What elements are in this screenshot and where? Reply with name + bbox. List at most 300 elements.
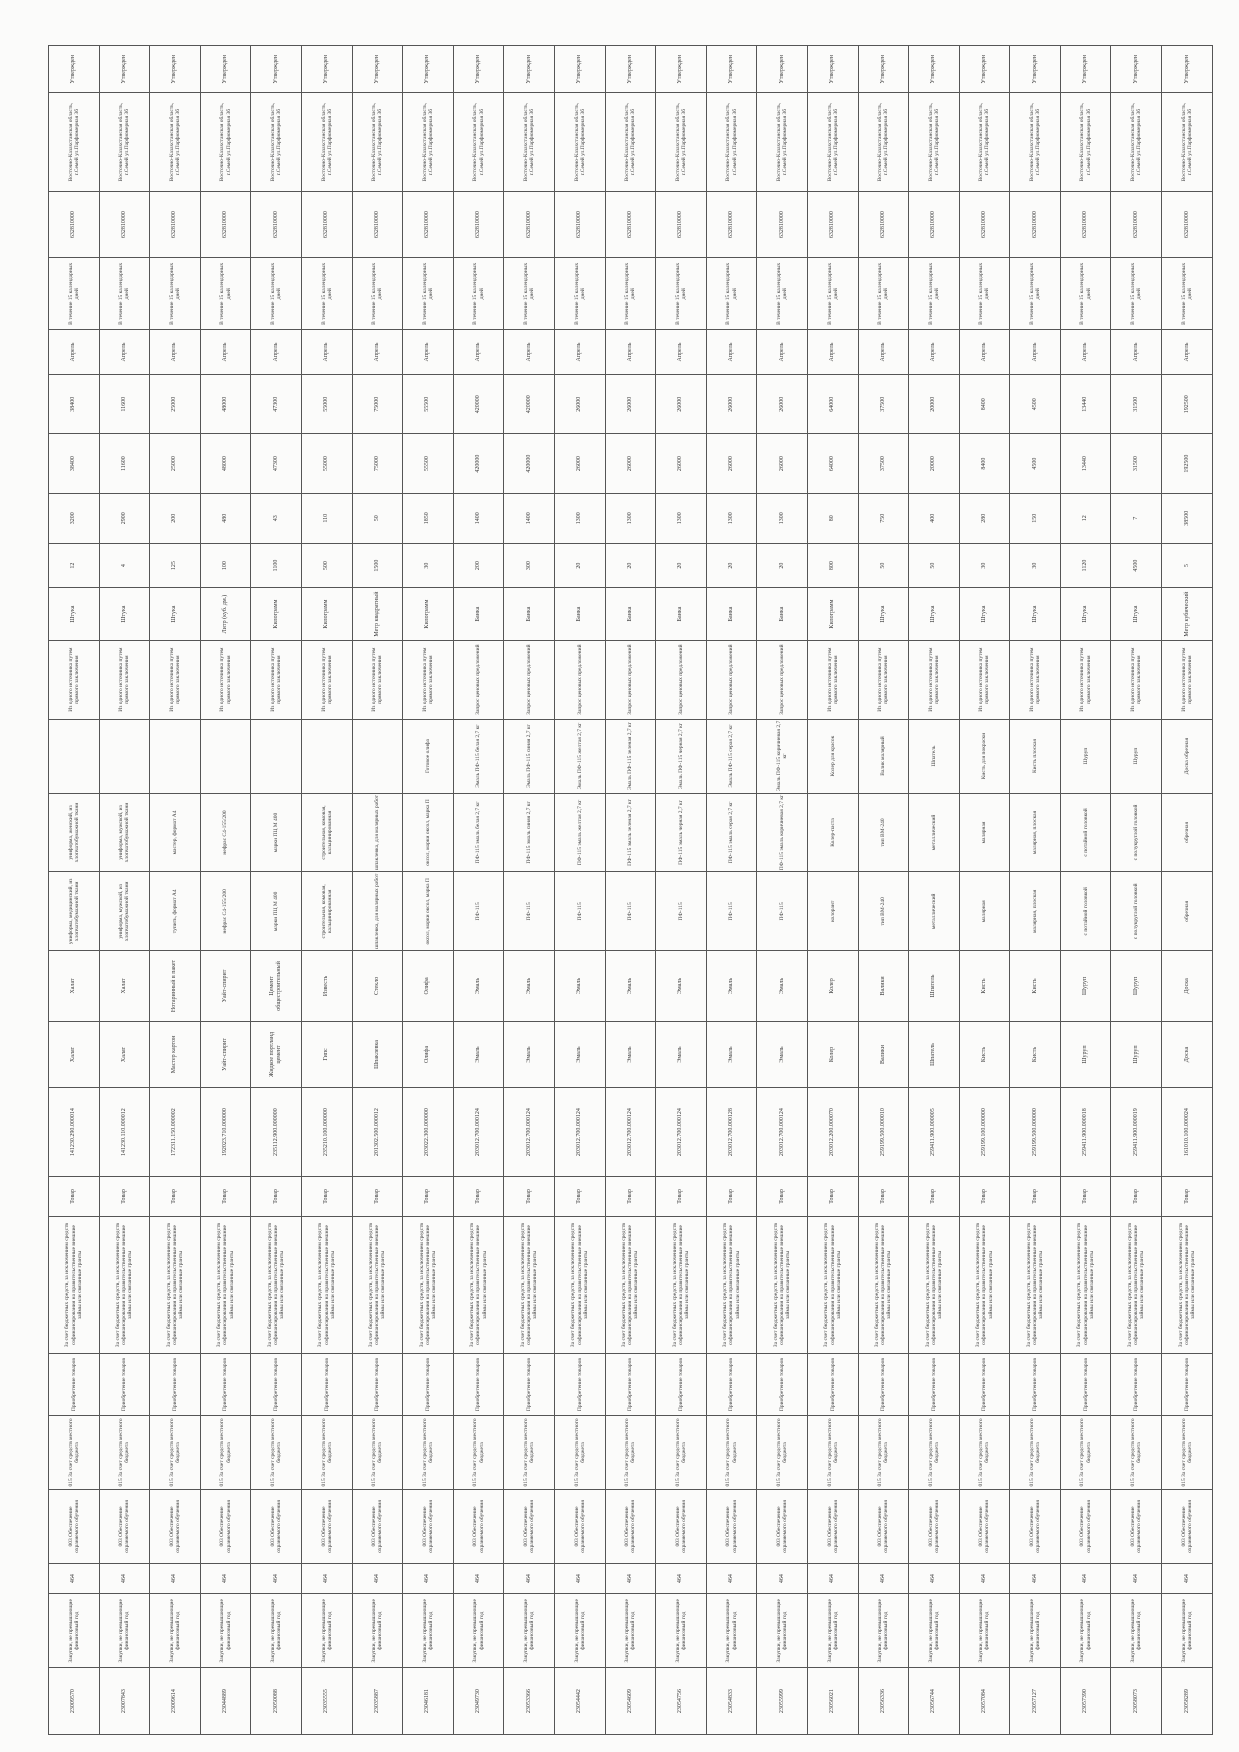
cell-subject: Товар <box>807 1176 858 1216</box>
table-row <box>200 46 251 1735</box>
cell-ktru: 259411.900.000005 <box>909 1088 960 1177</box>
cell-terms: В течение 15 календарных дней <box>706 258 757 330</box>
cell-terms: В течение 15 календарных дней <box>1162 258 1213 330</box>
cell-name_full: Цемент общестроительный <box>251 951 302 1021</box>
cell-name: Закупки, не превышающие финансовый год <box>251 1594 302 1668</box>
cell-plan_name: За счет бюджетных средств, за исключением средств софинансирования на правительственные внешние займы или связанные гранты <box>1111 1216 1162 1353</box>
table-row <box>807 46 858 1735</box>
cell-status: Утвержден <box>656 46 707 93</box>
cell-name: Закупки, не превышающие финансовый год <box>200 1594 251 1668</box>
cell-subject: Товар <box>959 1176 1010 1216</box>
cell-month: 464 <box>605 1563 656 1593</box>
cell-subject: Товар <box>150 1176 201 1216</box>
cell-plan_name: За счет бюджетных средств, за исключением средств софинансирования на правительственные внешние займы или связанные гранты <box>99 1216 150 1353</box>
cell-unit: Из одного источника путем прямого заключения <box>251 640 302 719</box>
cell-place: Апрель <box>1111 330 1162 375</box>
cell-method: Приобретение товаров <box>1162 1354 1213 1416</box>
cell-additional: марки ПЦ М 400 <box>251 793 302 872</box>
cell-code2: 015 За счет средств местного бюджета <box>200 1415 251 1489</box>
cell-plan_name: За счет бюджетных средств, за исключением средств софинансирования на правительственные внешние займы или связанные гранты <box>200 1216 251 1353</box>
cell-method_full: Готовое олифа <box>403 719 454 793</box>
cell-plan_name: За счет бюджетных средств, за исключением средств софинансирования на правительственные внешние займы или связанные гранты <box>1010 1216 1061 1353</box>
cell-name_full: Уайт-спирит <box>200 951 251 1021</box>
cell-description: Мастер картон <box>150 1021 201 1088</box>
cell-ktru: 259199.500.000010 <box>858 1088 909 1177</box>
cell-kato: 632810000 <box>1162 191 1213 258</box>
cell-description_full: марки ПЦ М 400 <box>251 872 302 951</box>
cell-lot_no: 23050088 <box>251 1668 302 1735</box>
cell-prepayment: 11600 <box>99 374 150 433</box>
cell-month: 464 <box>1010 1563 1061 1593</box>
cell-lot_no: 23056744 <box>909 1668 960 1735</box>
cell-subject: Товар <box>1010 1176 1061 1216</box>
cell-terms: В течение 15 календарных дней <box>49 258 100 330</box>
cell-subject: Товар <box>1162 1176 1213 1216</box>
cell-delivery_place: Восточно-Казахстанская область, г.Семей ул.Парфюмерная 3б <box>99 93 150 191</box>
cell-code2: 015 За счет средств местного бюджета <box>1111 1415 1162 1489</box>
cell-unit: Из одного источника путем прямого заключения <box>200 640 251 719</box>
cell-delivery_place: Восточно-Казахстанская область, г.Семей ул.Парфюмерная 3б <box>656 93 707 191</box>
cell-kato: 632810000 <box>807 191 858 258</box>
table-row <box>909 46 960 1735</box>
cell-name: Закупки, не превышающие финансовый год <box>605 1594 656 1668</box>
cell-name: Закупки, не превышающие финансовый год <box>1111 1594 1162 1668</box>
cell-prepayment: 31500 <box>1111 374 1162 433</box>
cell-name_full: Эмаль <box>706 951 757 1021</box>
cell-code1: 003 Обеспечение охраняемого обучения <box>909 1489 960 1563</box>
cell-plan_name: За счет бюджетных средств, за исключением средств софинансирования на правительственные внешние займы или связанные гранты <box>807 1216 858 1353</box>
table-row <box>959 46 1010 1735</box>
cell-name_full: Эмаль <box>554 951 605 1021</box>
cell-code1: 003 Обеспечение охраняемого обучения <box>554 1489 605 1563</box>
cell-sum_total: 31500 <box>1111 434 1162 493</box>
cell-code1: 003 Обеспечение охраняемого обучения <box>656 1489 707 1563</box>
cell-code2: 015 За счет средств местного бюджета <box>1060 1415 1111 1489</box>
cell-subject: Товар <box>251 1176 302 1216</box>
cell-code2: 015 За счет средств местного бюджета <box>301 1415 352 1489</box>
cell-lot_no: 23049730 <box>453 1668 504 1735</box>
cell-delivery_place: Восточно-Казахстанская область, г.Семей ул.Парфюмерная 3б <box>554 93 605 191</box>
cell-status: Утвержден <box>858 46 909 93</box>
cell-subject: Товар <box>1060 1176 1111 1216</box>
cell-place: Апрель <box>251 330 302 375</box>
cell-description: Эмаль <box>504 1021 555 1088</box>
cell-lot_no: 23058289 <box>1162 1668 1213 1735</box>
cell-sum_year: 280 <box>959 493 1010 543</box>
cell-terms: В течение 15 календарных дней <box>1060 258 1111 330</box>
cell-additional: ПФ-115 эмаль синяя 2,7 кг <box>504 793 555 872</box>
cell-name: Закупки, не превышающие финансовый год <box>656 1594 707 1668</box>
cell-sum_total: 26000 <box>757 434 808 493</box>
cell-code1: 003 Обеспечение охраняемого обучения <box>1111 1489 1162 1563</box>
cell-kato: 632810000 <box>99 191 150 258</box>
cell-place: Апрель <box>504 330 555 375</box>
cell-lot_no: 23044889 <box>200 1668 251 1735</box>
cell-unit: Запрос ценовых предложений <box>706 640 757 719</box>
cell-kato: 632810000 <box>858 191 909 258</box>
cell-code1: 003 Обеспечение охраняемого обучения <box>706 1489 757 1563</box>
cell-price: 20 <box>605 543 656 588</box>
cell-place: Апрель <box>352 330 403 375</box>
cell-lot_no: 23009570 <box>49 1668 100 1735</box>
cell-delivery_place: Восточно-Казахстанская область, г.Семей ул.Парфюмерная 3б <box>200 93 251 191</box>
cell-sum_total: 26000 <box>554 434 605 493</box>
cell-ktru: 203022.300.000000 <box>403 1088 454 1177</box>
cell-status: Утвержден <box>1162 46 1213 93</box>
cell-name_full: Доска <box>1162 951 1213 1021</box>
cell-terms: В течение 15 календарных дней <box>605 258 656 330</box>
cell-method_full: Эмаль ПФ-115 серая 2,7 кг <box>706 719 757 793</box>
cell-lot_no: 23056336 <box>858 1668 909 1735</box>
cell-description: Валики <box>858 1021 909 1088</box>
table-row <box>706 46 757 1735</box>
cell-lot_no: 23056021 <box>807 1668 858 1735</box>
cell-month: 464 <box>706 1563 757 1593</box>
cell-prepayment: 20000 <box>909 374 960 433</box>
cell-plan_name: За счет бюджетных средств, за исключением средств софинансирования на правительственные внешние займы или связанные гранты <box>706 1216 757 1353</box>
cell-name: Закупки, не превышающие финансовый год <box>807 1594 858 1668</box>
cell-name: Закупки, не превышающие финансовый год <box>504 1594 555 1668</box>
cell-ktru: 235112.900.000000 <box>251 1088 302 1177</box>
cell-method_full: Эмаль ПФ-115 желтая 2,7 кг <box>554 719 605 793</box>
cell-method: Приобретение товаров <box>959 1354 1010 1416</box>
cell-terms: В течение 15 календарных дней <box>403 258 454 330</box>
cell-place: Апрель <box>706 330 757 375</box>
cell-sum_total: 20000 <box>909 434 960 493</box>
cell-place: Апрель <box>403 330 454 375</box>
cell-lot_no: 23053366 <box>504 1668 555 1735</box>
cell-sum_total: 48000 <box>200 434 251 493</box>
cell-place: Апрель <box>959 330 1010 375</box>
cell-delivery_place: Восточно-Казахстанская область, г.Семей ул.Парфюмерная 3б <box>959 93 1010 191</box>
cell-method_full: Валик малярный <box>858 719 909 793</box>
cell-terms: В течение 15 календарных дней <box>1010 258 1061 330</box>
cell-name_full: Валики <box>858 951 909 1021</box>
cell-status: Утвержден <box>49 46 100 93</box>
cell-prepayment: 48000 <box>200 374 251 433</box>
cell-lot_no: 23057084 <box>959 1668 1010 1735</box>
cell-lot_no: 23058073 <box>1111 1668 1162 1735</box>
cell-sum_year: 43 <box>251 493 302 543</box>
cell-sum_total: 192500 <box>1162 434 1213 493</box>
cell-prepayment: 25000 <box>150 374 201 433</box>
cell-description_full: ПФ-115 <box>504 872 555 951</box>
cell-sum_year: 750 <box>858 493 909 543</box>
cell-kato: 632810000 <box>959 191 1010 258</box>
cell-additional: металлический <box>909 793 960 872</box>
cell-price: 4500 <box>1111 543 1162 588</box>
cell-unit: Из одного источника путем прямого заключения <box>909 640 960 719</box>
cell-qty: Банка <box>504 588 555 640</box>
cell-kato: 632810000 <box>49 191 100 258</box>
cell-name: Закупки, не превышающие финансовый год <box>301 1594 352 1668</box>
table-row <box>554 46 605 1735</box>
cell-subject: Товар <box>301 1176 352 1216</box>
cell-kato: 632810000 <box>1111 191 1162 258</box>
cell-qty: Банка <box>605 588 656 640</box>
cell-price: 1500 <box>352 543 403 588</box>
cell-unit: Из одного источника путем прямого заключения <box>403 640 454 719</box>
cell-method: Приобретение товаров <box>656 1354 707 1416</box>
cell-description_full: униформа, медицинский, из хлопчатобумажной ткани <box>49 872 100 951</box>
cell-description_full: оксол, марки оксол, марка П <box>403 872 454 951</box>
cell-place: Апрель <box>1010 330 1061 375</box>
cell-terms: В течение 15 календарных дней <box>656 258 707 330</box>
cell-month: 464 <box>49 1563 100 1593</box>
cell-additional: оксол, марки оксол, марка П <box>403 793 454 872</box>
cell-name: Закупки, не превышающие финансовый год <box>352 1594 403 1668</box>
table-row <box>150 46 201 1735</box>
cell-qty: Штука <box>1060 588 1111 640</box>
cell-name_full: Эмаль <box>453 951 504 1021</box>
cell-method_full: Шпатель <box>909 719 960 793</box>
cell-lot_no: 23054609 <box>605 1668 656 1735</box>
cell-status: Утвержден <box>200 46 251 93</box>
cell-status: Утвержден <box>99 46 150 93</box>
cell-qty: Банка <box>757 588 808 640</box>
cell-additional: обрезная <box>1162 793 1213 872</box>
cell-delivery_place: Восточно-Казахстанская область, г.Семей ул.Парфюмерная 3б <box>706 93 757 191</box>
cell-price: 50 <box>909 543 960 588</box>
cell-ktru: 141230.290.000014 <box>49 1088 100 1177</box>
cell-description: Эмаль <box>453 1021 504 1088</box>
cell-description: Гипс <box>301 1021 352 1088</box>
cell-plan_name: За счет бюджетных средств, за исключением средств софинансирования на правительственные внешние займы или связанные гранты <box>959 1216 1010 1353</box>
table-row <box>1162 46 1213 1735</box>
cell-terms: В течение 15 календарных дней <box>99 258 150 330</box>
cell-method_full: Эмаль ПФ-115 коричневая 2,7 кг <box>757 719 808 793</box>
cell-month: 464 <box>554 1563 605 1593</box>
cell-name_full: Шпатель <box>909 951 960 1021</box>
cell-description_full: с потайной головкой <box>1060 872 1111 951</box>
cell-name_full: Эмаль <box>757 951 808 1021</box>
cell-price: 20 <box>554 543 605 588</box>
table-row <box>352 46 403 1735</box>
cell-prepayment: 192500 <box>1162 374 1213 433</box>
cell-description_full: колорант <box>807 872 858 951</box>
cell-price: 800 <box>807 543 858 588</box>
cell-qty: Банка <box>554 588 605 640</box>
cell-sum_total: 55000 <box>301 434 352 493</box>
cell-prepayment: 47300 <box>251 374 302 433</box>
cell-month: 464 <box>656 1563 707 1593</box>
cell-kato: 632810000 <box>301 191 352 258</box>
cell-kato: 632810000 <box>200 191 251 258</box>
cell-terms: В течение 15 календарных дней <box>150 258 201 330</box>
cell-subject: Товар <box>554 1176 605 1216</box>
cell-additional: Колер-паста <box>807 793 858 872</box>
cell-place: Апрель <box>150 330 201 375</box>
table-row <box>1010 46 1061 1735</box>
cell-qty: Штука <box>909 588 960 640</box>
cell-code1: 003 Обеспечение охраняемого обучения <box>1010 1489 1061 1563</box>
cell-method_full: Эмаль ПФ-115 белая 2,7 кг <box>453 719 504 793</box>
table-row <box>251 46 302 1735</box>
cell-additional: малярная <box>959 793 1010 872</box>
cell-sum_total: 75000 <box>352 434 403 493</box>
cell-description: Шпатель <box>909 1021 960 1088</box>
cell-place: Апрель <box>554 330 605 375</box>
cell-unit: Из одного источника путем прямого заключения <box>1162 640 1213 719</box>
cell-ktru: 235210.100.000000 <box>301 1088 352 1177</box>
cell-subject: Товар <box>200 1176 251 1216</box>
cell-description_full: металлический <box>909 872 960 951</box>
cell-place: Апрель <box>757 330 808 375</box>
cell-ktru: 203012.700.000124 <box>605 1088 656 1177</box>
cell-prepayment: 38400 <box>49 374 100 433</box>
cell-description_full: ПФ-115 <box>605 872 656 951</box>
cell-ktru: 192023.710.000000 <box>200 1088 251 1177</box>
cell-terms: В течение 15 календарных дней <box>200 258 251 330</box>
cell-sum_year: 400 <box>909 493 960 543</box>
cell-name: Закупки, не превышающие финансовый год <box>150 1594 201 1668</box>
cell-unit: Запрос ценовых предложений <box>656 640 707 719</box>
cell-code2: 015 За счет средств местного бюджета <box>959 1415 1010 1489</box>
cell-sum_year: 1300 <box>656 493 707 543</box>
cell-name: Закупки, не превышающие финансовый год <box>959 1594 1010 1668</box>
cell-terms: В течение 15 календарных дней <box>757 258 808 330</box>
cell-month: 464 <box>1162 1563 1213 1593</box>
cell-status: Утвержден <box>504 46 555 93</box>
rotated-table-wrapper <box>48 45 1213 1735</box>
cell-description: Эмаль <box>656 1021 707 1088</box>
cell-additional: ПФ-115 эмаль желтая 2,7 кг <box>554 793 605 872</box>
cell-status: Утвержден <box>554 46 605 93</box>
cell-status: Утвержден <box>1060 46 1111 93</box>
cell-prepayment: 420000 <box>504 374 555 433</box>
cell-sum_year: 1400 <box>453 493 504 543</box>
cell-method: Приобретение товаров <box>757 1354 808 1416</box>
cell-description_full: малярная <box>959 872 1010 951</box>
cell-code2: 015 За счет средств местного бюджета <box>1010 1415 1061 1489</box>
cell-sum_year: 1300 <box>706 493 757 543</box>
cell-place: Апрель <box>1162 330 1213 375</box>
cell-name: Закупки, не превышающие финансовый год <box>554 1594 605 1668</box>
cell-ktru: 259199.500.000000 <box>1010 1088 1061 1177</box>
cell-delivery_place: Восточно-Казахстанская область, г.Семей ул.Парфюмерная 3б <box>453 93 504 191</box>
cell-code1: 003 Обеспечение охраняемого обучения <box>1060 1489 1111 1563</box>
cell-unit: Из одного источника путем прямого заключения <box>49 640 100 719</box>
cell-description: Колер <box>807 1021 858 1088</box>
cell-lot_no: 23054756 <box>656 1668 707 1735</box>
cell-terms: В течение 15 календарных дней <box>807 258 858 330</box>
cell-method: Приобретение товаров <box>301 1354 352 1416</box>
cell-code2: 015 За счет средств местного бюджета <box>504 1415 555 1489</box>
cell-month: 464 <box>909 1563 960 1593</box>
cell-method: Приобретение товаров <box>352 1354 403 1416</box>
cell-description_full: тип ВМ-240 <box>858 872 909 951</box>
cell-month: 464 <box>504 1563 555 1593</box>
cell-method_full <box>49 719 100 793</box>
cell-description_full: ПФ-115 <box>656 872 707 951</box>
cell-prepayment: 55500 <box>403 374 454 433</box>
cell-terms: В течение 15 календарных дней <box>301 258 352 330</box>
cell-name_full: Кисть <box>1010 951 1061 1021</box>
cell-status: Утвержден <box>453 46 504 93</box>
cell-lot_no: 23046181 <box>403 1668 454 1735</box>
cell-price: 20 <box>656 543 707 588</box>
cell-code2: 015 За счет средств местного бюджета <box>352 1415 403 1489</box>
table-row <box>1111 46 1162 1735</box>
cell-subject: Товар <box>605 1176 656 1216</box>
cell-delivery_place: Восточно-Казахстанская область, г.Семей ул.Парфюмерная 3б <box>150 93 201 191</box>
cell-description: Кисть <box>959 1021 1010 1088</box>
table-body <box>49 46 1213 1735</box>
cell-name_full: Халат <box>49 951 100 1021</box>
cell-code2: 015 За счет средств местного бюджета <box>150 1415 201 1489</box>
cell-prepayment: 26000 <box>706 374 757 433</box>
cell-code1: 003 Обеспечение охраняемого обучения <box>858 1489 909 1563</box>
cell-additional: ПФ-115 эмаль серая 2,7 кг <box>706 793 757 872</box>
cell-lot_no: 23054442 <box>554 1668 605 1735</box>
cell-prepayment: 55000 <box>301 374 352 433</box>
cell-description_full: нефрас С4-155/200 <box>200 872 251 951</box>
cell-lot_no: 23054833 <box>706 1668 757 1735</box>
cell-code2: 015 За счет средств местного бюджета <box>656 1415 707 1489</box>
cell-method_full <box>301 719 352 793</box>
cell-qty: Килограмм <box>807 588 858 640</box>
table-row <box>1060 46 1111 1735</box>
cell-name: Закупки, не превышающие финансовый год <box>403 1594 454 1668</box>
cell-sum_year: 7 <box>1111 493 1162 543</box>
cell-code1: 003 Обеспечение охраняемого обучения <box>99 1489 150 1563</box>
cell-lot_no: 23009614 <box>150 1668 201 1735</box>
cell-place: Апрель <box>453 330 504 375</box>
cell-additional: строительная, комовая, кальцинированная <box>301 793 352 872</box>
cell-description: Эмаль <box>554 1021 605 1088</box>
cell-code2: 015 За счет средств местного бюджета <box>858 1415 909 1489</box>
cell-method: Приобретение товаров <box>1010 1354 1061 1416</box>
cell-code1: 003 Обеспечение охраняемого обучения <box>301 1489 352 1563</box>
cell-method: Приобретение товаров <box>251 1354 302 1416</box>
cell-plan_name: За счет бюджетных средств, за исключением средств софинансирования на правительственные внешние займы или связанные гранты <box>301 1216 352 1353</box>
cell-method_full <box>251 719 302 793</box>
cell-qty: Килограмм <box>403 588 454 640</box>
cell-delivery_place: Восточно-Казахстанская область, г.Семей ул.Парфюмерная 3б <box>403 93 454 191</box>
cell-month: 464 <box>99 1563 150 1593</box>
cell-description: Жидкое портланд цемент <box>251 1021 302 1088</box>
cell-description: Кисть <box>1010 1021 1061 1088</box>
cell-unit: Из одного источника путем прямого заключения <box>352 640 403 719</box>
cell-code1: 003 Обеспечение охраняемого обучения <box>352 1489 403 1563</box>
table-row <box>858 46 909 1735</box>
cell-delivery_place: Восточно-Казахстанская область, г.Семей ул.Парфюмерная 3б <box>504 93 555 191</box>
cell-plan_name: За счет бюджетных средств, за исключением средств софинансирования на правительственные внешние займы или связанные гранты <box>656 1216 707 1353</box>
cell-sum_total: 38400 <box>49 434 100 493</box>
cell-month: 464 <box>352 1563 403 1593</box>
cell-qty: Метр кубический <box>1162 588 1213 640</box>
cell-description: Шуруп <box>1111 1021 1162 1088</box>
cell-plan_name: За счет бюджетных средств, за исключением средств софинансирования на правительственные внешние займы или связанные гранты <box>453 1216 504 1353</box>
cell-name: Закупки, не превышающие финансовый год <box>858 1594 909 1668</box>
cell-status: Утвержден <box>605 46 656 93</box>
cell-unit: Из одного источника путем прямого заключения <box>1111 640 1162 719</box>
cell-method: Приобретение товаров <box>858 1354 909 1416</box>
cell-month: 464 <box>1111 1563 1162 1593</box>
cell-additional: ПФ-115 эмаль коричневая 2,7 кг <box>757 793 808 872</box>
cell-unit: Запрос ценовых предложений <box>605 640 656 719</box>
cell-unit: Из одного источника путем прямого заключения <box>959 640 1010 719</box>
cell-sum_year: 1300 <box>605 493 656 543</box>
cell-additional: нефрас С4-155/200 <box>200 793 251 872</box>
cell-code1: 003 Обеспечение охраняемого обучения <box>807 1489 858 1563</box>
cell-description: Халат <box>99 1021 150 1088</box>
cell-month: 464 <box>200 1563 251 1593</box>
cell-name: Закупки, не превышающие финансовый год <box>1010 1594 1061 1668</box>
cell-name_full: Нотаринный в пакет <box>150 951 201 1021</box>
cell-code2: 015 За счет средств местного бюджета <box>909 1415 960 1489</box>
cell-delivery_place: Восточно-Казахстанская область, г.Семей ул.Парфюмерная 3б <box>807 93 858 191</box>
